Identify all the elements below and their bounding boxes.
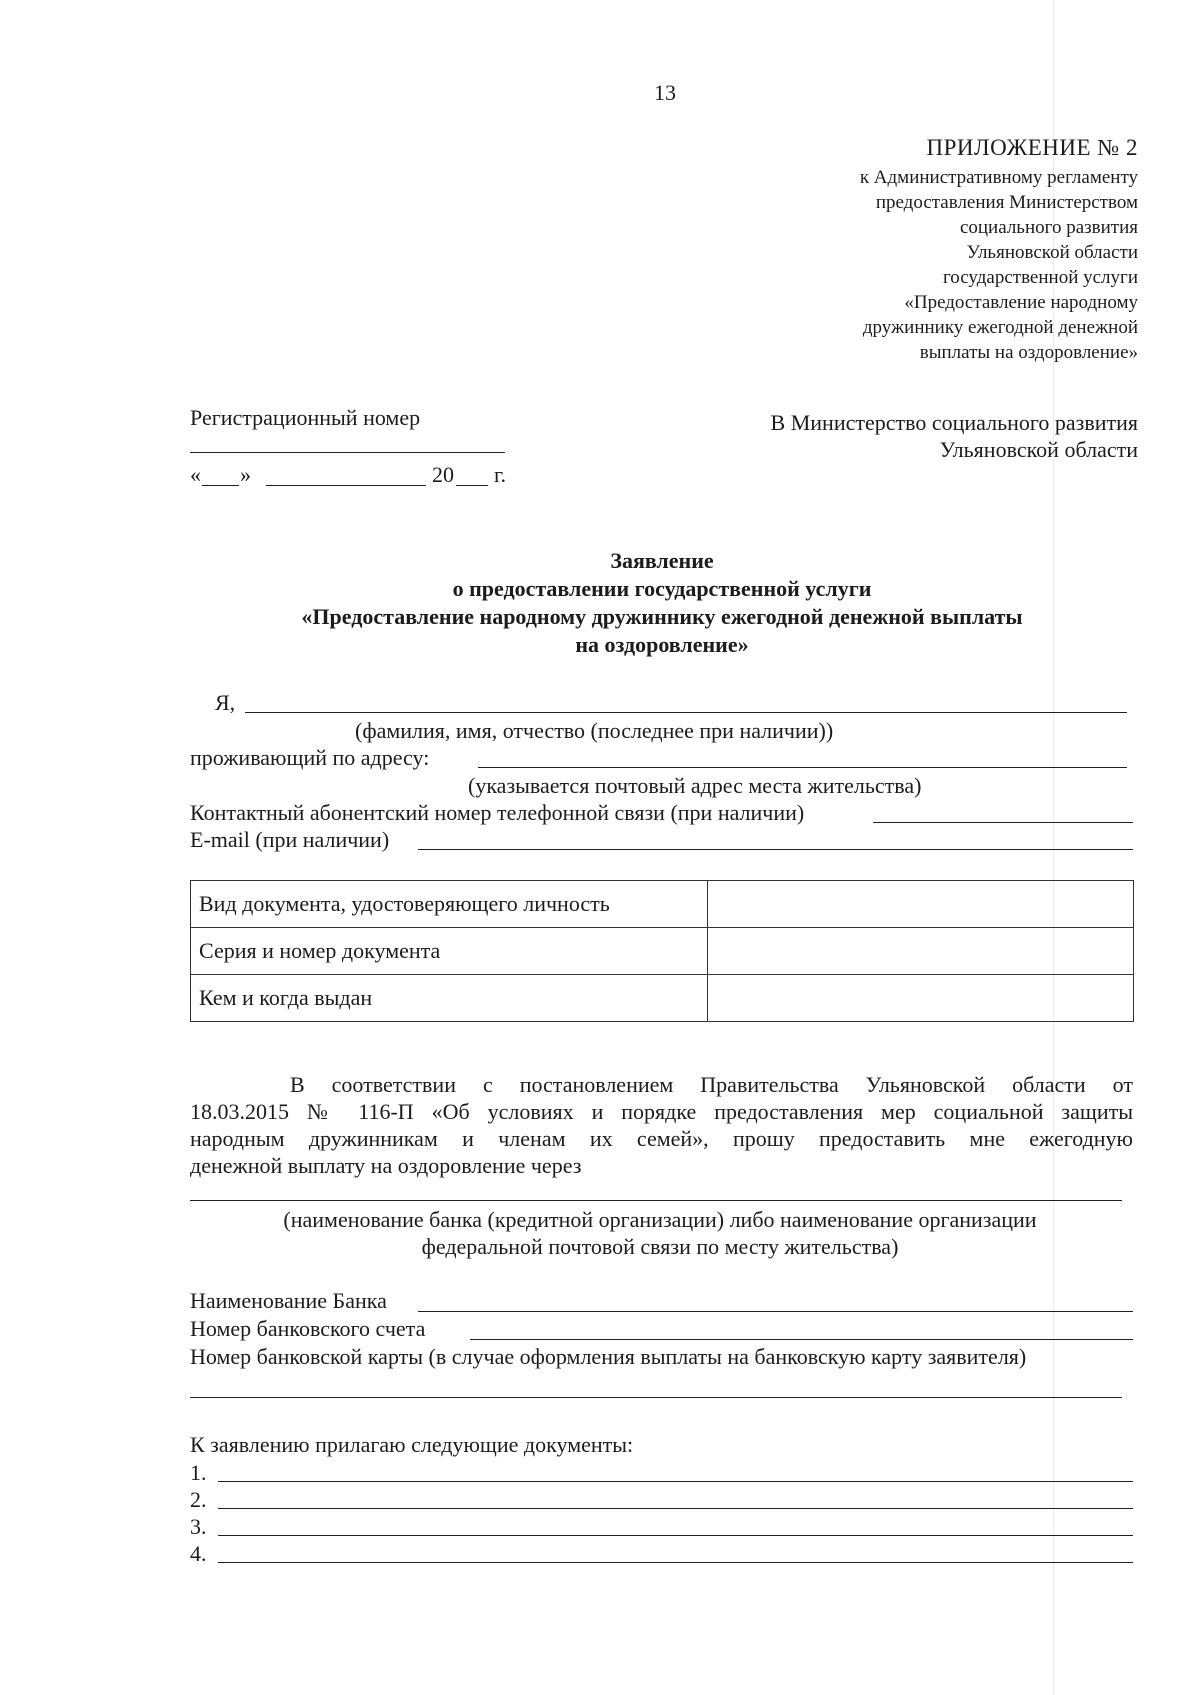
table-row <box>191 928 1134 975</box>
attachments-label: К заявлению прилагаю следующие документы: <box>190 1432 634 1457</box>
attachment-number: 1. <box>190 1460 207 1485</box>
page-number: 13 <box>654 80 676 105</box>
body-line-4: денежной выплату на оздоровление через <box>190 1153 582 1178</box>
address-hint: (указывается почтовый адрес места жительства) <box>468 773 922 798</box>
bank-hint-line-1: (наименование банка (кредитной организации) либо наименование организации <box>283 1207 1037 1232</box>
date-year-prefix: 20 <box>432 462 454 487</box>
bank-hint-line-2: федеральной почтовой связи по месту жительства) <box>421 1234 899 1259</box>
bank-name-label: Наименование Банка <box>190 1288 387 1313</box>
date-year-suffix: г. <box>494 462 507 487</box>
id-series-number-value-cell[interactable] <box>708 928 1134 975</box>
date-open-quote: « <box>190 462 201 487</box>
email-label: E-mail (при наличии) <box>190 827 390 852</box>
date-close-quote: » <box>240 462 251 487</box>
address-field[interactable] <box>478 767 1127 768</box>
body-word: области <box>1012 1072 1086 1097</box>
date-day-field[interactable] <box>202 485 239 486</box>
body-word: В <box>290 1072 305 1097</box>
body-word: Ульяновской <box>865 1072 986 1097</box>
attachment-field[interactable] <box>218 1535 1133 1536</box>
appendix-title: ПРИЛОЖЕНИЕ № 2 <box>926 135 1138 160</box>
appendix-line: Ульяновской области <box>966 242 1138 263</box>
appendix-line: выплаты на оздоровление» <box>919 342 1138 363</box>
account-number-label: Номер банковского счета <box>190 1316 426 1341</box>
appendix-line: «Предоставление народному <box>904 292 1138 313</box>
body-line-1 <box>290 1072 1133 1098</box>
attachment-number: 2. <box>190 1487 207 1512</box>
document-title: Заявление <box>610 548 714 573</box>
appendix-line: социального развития <box>959 217 1138 238</box>
address-label: проживающий по адресу: <box>190 745 430 770</box>
bank-or-post-field[interactable] <box>190 1200 1122 1201</box>
id-series-number-label: Серия и номер документа <box>191 928 708 975</box>
service-name-line: на оздоровление» <box>575 632 749 657</box>
table-row <box>191 881 1134 928</box>
bank-name-field[interactable] <box>418 1311 1133 1312</box>
applicant-name-field[interactable] <box>245 712 1127 713</box>
card-number-label: Номер банковской карты (в случае оформления выплаты на банковскую карту заявителя) <box>190 1344 1027 1369</box>
appendix-line: дружиннику ежегодной денежной <box>862 317 1138 338</box>
appendix-line: предоставления Министерством <box>875 192 1138 213</box>
addressee-line-1: В Министерство социального развития <box>770 410 1138 435</box>
body-word: постановлением <box>519 1072 674 1097</box>
document-subtitle: о предоставлении государственной услуги <box>452 576 872 601</box>
attachment-field[interactable] <box>218 1562 1133 1563</box>
id-issued-by-label: Кем и когда выдан <box>191 975 708 1022</box>
phone-label: Контактный абонентский номер телефонной связи (при наличии) <box>190 800 805 825</box>
body-line-2: 18.03.2015 № 116-П «Об условиях и порядке предоставления мер социальной защиты <box>190 1099 1133 1124</box>
appendix-line: к Административному регламенту <box>859 167 1138 188</box>
addressee-line-2: Ульяновской области <box>939 437 1138 462</box>
service-name-line: «Предоставление народному дружиннику ежегодной денежной выплаты <box>301 604 1023 629</box>
body-word: с <box>482 1072 493 1097</box>
body-line-3: народным дружинникам и членам их семей», прошу предоставить мне ежегодную <box>190 1126 1133 1151</box>
date-month-field[interactable] <box>266 485 426 486</box>
body-word: от <box>1112 1072 1133 1097</box>
account-number-field[interactable] <box>470 1339 1133 1340</box>
attachment-number: 3. <box>190 1514 207 1539</box>
registration-number-field[interactable] <box>190 452 505 453</box>
table-row <box>191 975 1134 1022</box>
body-word: соответствии <box>331 1072 456 1097</box>
phone-field[interactable] <box>873 822 1133 823</box>
card-number-field[interactable] <box>190 1397 1122 1398</box>
attachment-field[interactable] <box>218 1508 1133 1509</box>
id-type-label: Вид документа, удостоверяющего личность <box>191 881 708 928</box>
date-year-field[interactable] <box>456 485 488 486</box>
id-type-value-cell[interactable] <box>708 881 1134 928</box>
email-field[interactable] <box>418 849 1133 850</box>
body-word: Правительства <box>700 1072 839 1097</box>
appendix-line: государственной услуги <box>942 267 1138 288</box>
identity-document-table <box>190 880 1134 1022</box>
id-issued-by-value-cell[interactable] <box>708 975 1134 1022</box>
attachment-number: 4. <box>190 1541 207 1566</box>
applicant-i-label: Я, <box>215 690 236 715</box>
attachment-field[interactable] <box>218 1481 1133 1482</box>
applicant-name-hint: (фамилия, имя, отчество (последнее при наличии)) <box>355 718 834 743</box>
registration-label: Регистрационный номер <box>190 405 421 430</box>
